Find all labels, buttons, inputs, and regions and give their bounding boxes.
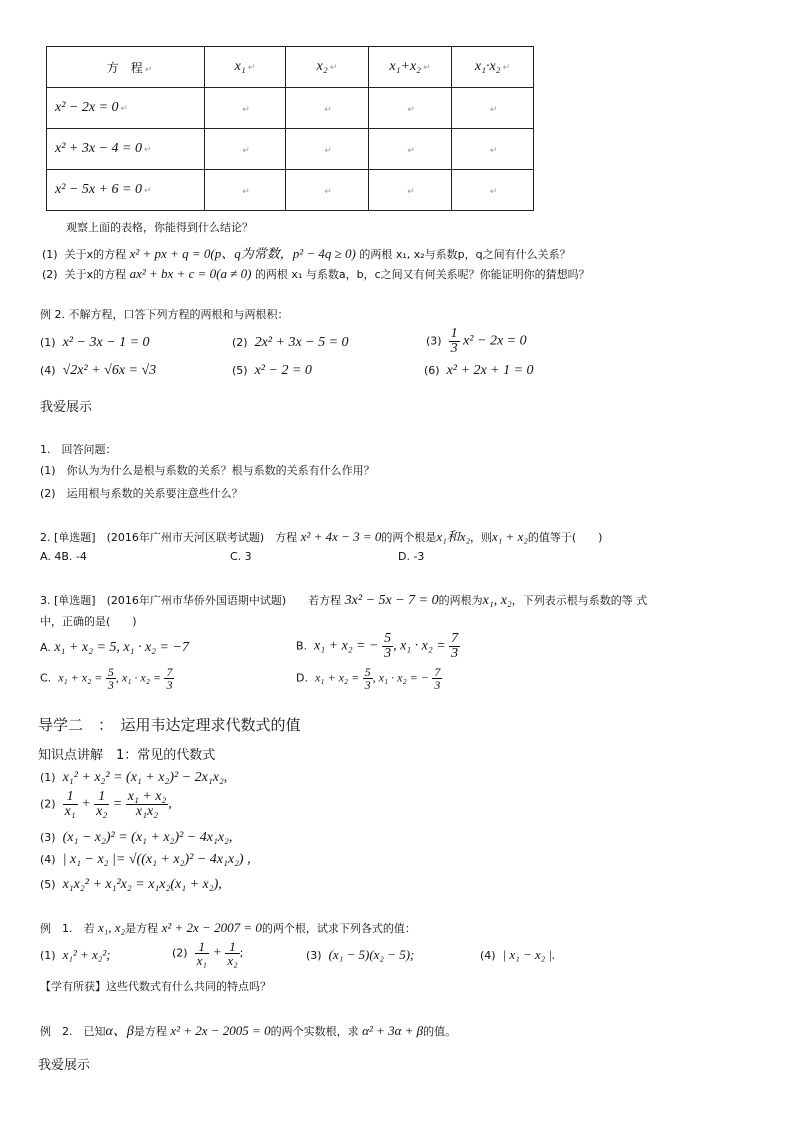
show-heading-2: 我爱展示 <box>38 1058 91 1073</box>
equation-table <box>46 46 534 211</box>
table-row <box>47 129 534 170</box>
problem-2: 2. [单选题] (2016年广州市天河区联考试题) 方程 x² + 4x − 3 = 0的两个根是x₁和x₂，则x₁ + x₂的值等于( ) <box>40 529 603 544</box>
answer-q1: (1) 你认为为什么是根与系数的关系？根与系数的关系有什么作用？ <box>40 464 375 477</box>
p3-option-d: D. x₁ + x₂ = $\frac{5}{3}$ , x₁ · x₂ = − $\frac{7}{3}$ <box>296 665 441 692</box>
example-2-title: 例 2. 不解方程，口答下列方程的两根和与两根积： <box>40 308 289 321</box>
gain-question: 【学有所获】这些代数式有什么共同的特点吗？ <box>40 980 271 993</box>
formula-2: (2) $\frac{1}{\text{x₁}}$ + $\frac{1}{\text{x₂}}$ = $\frac{\text{x₁ + x₂}}{\text{x₁x₂}}$ , <box>40 789 172 819</box>
question-1: (1) 关于x的方程 x² + px + q = 0(p、q为常数，p² − 4q ≥ 0) 的两根 x₁, x₂与系数p，q之间有什么关系？ <box>42 246 571 261</box>
ex2-item-5: (5) x² − 2 = 0 <box>232 363 312 378</box>
answer-q2: (2) 运用根与系数的关系要注意些什么？ <box>40 487 243 500</box>
p2-option-c: C. 3 <box>230 550 252 563</box>
p3-option-b: B. x₁ + x₂ = − $\frac{5}{3}$ , x₁ · x₂ = $\frac{7}{3}$ <box>296 631 459 661</box>
header-x2: x₂ ↵ <box>286 47 369 88</box>
table-cell: ↵ <box>452 170 534 211</box>
header-x1: x₁ ↵ <box>205 47 286 88</box>
row-equation: x² − 5x + 6 = 0 ↵ <box>47 170 205 211</box>
p2-option-d: D. -3 <box>398 550 425 563</box>
ex2-item-3: (3) $\frac{1}{3}$ x² − 2x = 0 <box>426 326 527 356</box>
fraction: $\frac{5}{3}$ <box>107 665 114 692</box>
table-row <box>47 88 534 129</box>
fraction: $\frac{1}{\text{x₁}}$ <box>64 789 76 819</box>
p2-option-ab: A. 4B. -4 <box>40 550 87 563</box>
formula-1: (1) x₁² + x₂² = (x₁ + x₂)² − 2x₁x₂, <box>40 770 228 785</box>
row-equation: x² − 2x = 0 ↵ <box>47 88 205 129</box>
ex1b-item-4: (4) | x₁ − x₂ |. <box>480 947 556 962</box>
header-sum: x₁+x₂ ↵ <box>369 47 452 88</box>
fraction: $\frac{1}{\text{x₁}}$ <box>196 939 207 968</box>
section-heading: 导学二 ： 运用韦达定理求代数式的值 <box>38 716 301 734</box>
table-cell: ↵ <box>205 129 286 170</box>
ex1b-item-3: (3) (x₁ − 5)(x₂ − 5); <box>306 947 415 962</box>
header-equation: 方 程 ↵ <box>47 47 205 88</box>
table-cell: ↵ <box>286 170 369 211</box>
table-cell: ↵ <box>452 88 534 129</box>
formula-3: (3) (x₁ − x₂)² = (x₁ + x₂)² − 4x₁x₂, <box>40 830 233 845</box>
answer-title: 1. 回答问题： <box>40 443 117 456</box>
show-heading-1: 我爱展示 <box>40 400 93 415</box>
ex2-item-4: (4) √2x² + √6x = √3 <box>40 363 157 378</box>
fraction: $\frac{7}{3}$ <box>166 665 173 692</box>
formula-4: (4) | x₁ − x₂ |= √((x₁ + x₂)² − 4x₁x₂) , <box>40 852 251 867</box>
fraction: $\frac{1}{3}$ <box>450 326 458 356</box>
p3-option-c: C. x₁ + x₂ = $\frac{5}{3}$ , x₁ · x₂ = $\frac{7}{3}$ <box>40 665 173 692</box>
fraction: $\frac{1}{\text{x₂}}$ <box>96 789 108 819</box>
example-1-b: 例 1. 若 x₁, x₂是方程 x² + 2x − 2007 = 0的两个根，试求下列各式的值： <box>40 920 416 935</box>
ex2-item-1: (1) x² − 3x − 1 = 0 <box>40 335 150 350</box>
problem-3-line2: 中，正确的是( ) <box>40 615 137 628</box>
table-cell: ↵ <box>452 129 534 170</box>
table-cell: ↵ <box>286 129 369 170</box>
row-equation: x² + 3x − 4 = 0 ↵ <box>47 129 205 170</box>
problem-3: 3. [单选题] (2016年广州市华侨外国语期中试题) 若方程 3x² − 5x − 7 = 0的两根为x₁, x₂，下列表示根与系数的等 式 <box>40 593 648 608</box>
table-cell: ↵ <box>205 170 286 211</box>
knowledge-point-heading: 知识点讲解 1：常见的代数式 <box>38 748 216 763</box>
question-2: (2) 关于x的方程 ax² + bx + c = 0(a ≠ 0) 的两根 x₁ 与系数a，b，c之间又有何关系呢？你能证明你的猜想吗？ <box>42 266 590 281</box>
ex2-item-6: (6) x² + 2x + 1 = 0 <box>424 363 534 378</box>
ex1b-item-1: (1) x₁² + x₂²; <box>40 947 111 962</box>
ex2-item-2: (2) 2x² + 3x − 5 = 0 <box>232 335 349 350</box>
table-cell: ↵ <box>205 88 286 129</box>
table-cell: ↵ <box>369 88 452 129</box>
fraction: $\frac{1}{\text{x₂}}$ <box>227 939 238 968</box>
ex1b-item-2: (2) $\frac{1}{\text{x₁}}$ + $\frac{1}{\text{x₂}}$ ; <box>172 939 244 968</box>
table-cell: ↵ <box>369 129 452 170</box>
p3-option-a: A. x₁ + x₂ = 5, x₁ · x₂ = −7 <box>40 640 189 655</box>
table-header-row <box>47 47 534 88</box>
table-cell: ↵ <box>369 170 452 211</box>
example-2-b: 例 2. 已知α、β是方程 x² + 2x − 2005 = 0的两个实数根，求 α² + 3α + β的值。 <box>40 1023 457 1039</box>
formula-5: (5) x₁x₂² + x₁²x₂ = x₁x₂(x₁ + x₂), <box>40 877 222 892</box>
fraction: $\frac{7}{3}$ <box>451 631 459 661</box>
table-cell: ↵ <box>286 88 369 129</box>
table-row <box>47 170 534 211</box>
observation-prompt: 观察上面的表格，你能得到什么结论？ <box>66 221 253 234</box>
fraction: $\frac{5}{3}$ <box>384 631 392 661</box>
header-product: x₁·x₂ ↵ <box>452 47 534 88</box>
fraction: $\frac{7}{3}$ <box>434 665 441 692</box>
fraction: $\frac{5}{3}$ <box>364 665 371 692</box>
fraction: $\frac{\text{x₁ + x₂}}{\text{x₁x₂}}$ <box>127 789 167 819</box>
